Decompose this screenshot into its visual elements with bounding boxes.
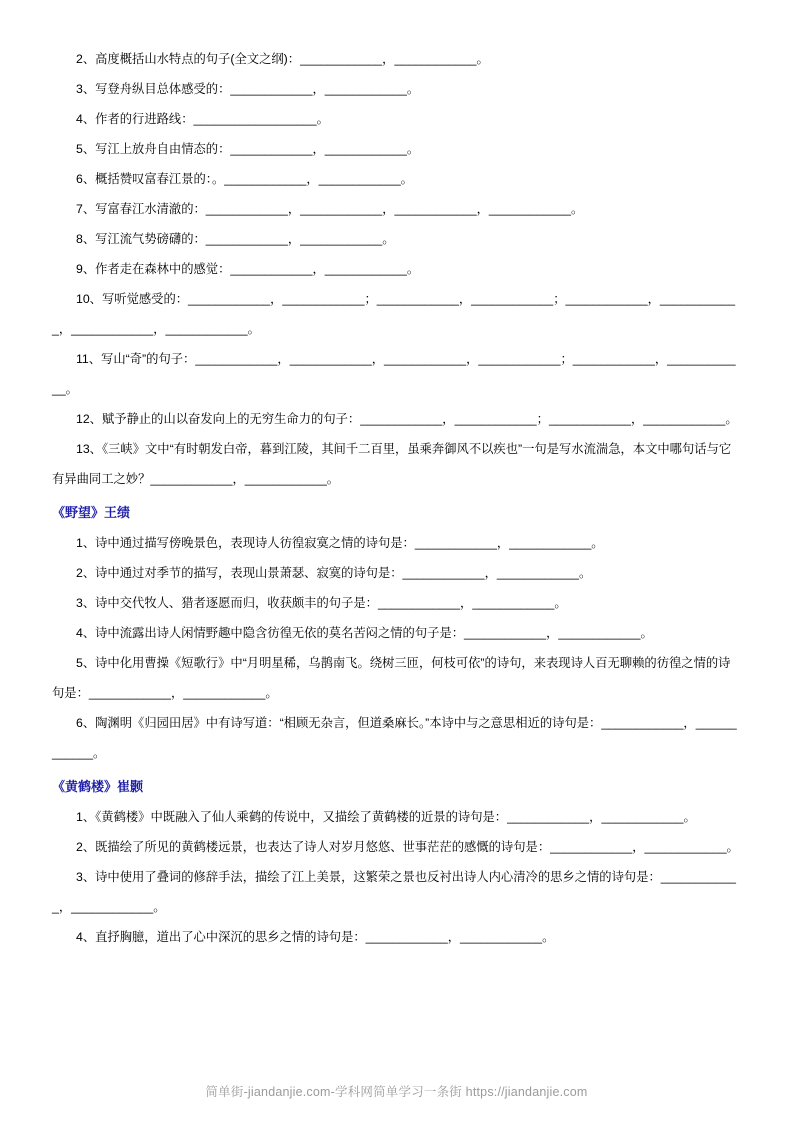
question-item: 3、诗中交代牧人、猎者逐愿而归，收获颇丰的句子是：____________，____________。: [76, 596, 567, 610]
question-item: 5、诗中化用曹操《短歌行》中“月明星稀，乌鹊南飞。绕树三匝，何枝可依”的诗句，来表现诗人百无聊赖的彷徨之情的诗句是：____________，____________。: [52, 656, 731, 700]
section-author: 王绩: [104, 505, 131, 520]
question-item: 12、赋予静止的山以奋发向上的无穷生命力的句子：____________，____________；____________，____________。: [76, 412, 738, 426]
question-item: 5、写江上放舟自由情态的：____________，____________。: [76, 142, 420, 156]
question-item: 6、概括赞叹富春江景的：。____________，____________。: [76, 172, 413, 186]
question-item: 2、高度概括山水特点的句子(全文之纲)：____________，____________。: [76, 52, 489, 66]
question-item: 1、《黄鹤楼》中既融入了仙人乘鹤的传说中，又描绘了黄鹤楼的近景的诗句是：____________，____________。: [76, 810, 696, 824]
question-item: 2、诗中通过对季节的描写，表现山景萧瑟、寂寞的诗句是：____________，____________。: [76, 566, 592, 580]
question-item: 3、写登舟纵目总体感受的：____________，____________。: [76, 82, 420, 96]
question-item: 13、《三峡》文中“有时朝发白帝，暮到江陵，其间千二百里，虽乘奔御风不以疾也”一句是写水流湍急，本文中哪句话与它有异曲同工之妙？____________，____________。: [52, 442, 732, 486]
question-item: 6、陶渊明《归园田居》中有诗写道：“相顾无杂言，但道桑麻长。”本诗中与之意思相近的诗句是：____________，____________。: [52, 716, 737, 760]
question-item: 10、写听觉感受的：____________，____________；____________，____________；____________，____________，____________，____________。: [52, 292, 736, 336]
section-heading-huanghelou: [52, 772, 741, 802]
page-footer: 简单街-jiandanjie.com-学科网简单学习一条街 https://jiandanjie.com: [205, 1085, 588, 1099]
question-item: 7、写富春江水清澈的：____________，____________，____________，____________。: [76, 202, 584, 216]
question-item: 4、直抒胸臆，道出了心中深沉的思乡之情的诗句是：____________，____________。: [76, 930, 555, 944]
question-item: 8、写江流气势磅礴的：____________，____________。: [76, 232, 395, 246]
question-item: 2、既描绘了所见的黄鹤楼远景，也表达了诗人对岁月悠悠、世事茫茫的感慨的诗句是：____________，____________。: [76, 840, 739, 854]
section-title: 《黄鹤楼》: [52, 779, 118, 794]
question-item: 3、诗中使用了叠词的修辞手法，描绘了江上美景，这繁荣之景也反衬出诗人内心清冷的思乡之情的诗句是：____________，____________。: [52, 870, 737, 914]
section-author: 崔颢: [117, 779, 144, 794]
question-item: 1、诗中通过描写傍晚景色，表现诗人彷徨寂寞之情的诗句是：____________，____________。: [76, 536, 604, 550]
section-title: 《野望》: [52, 505, 105, 520]
section-heading-yewang: [52, 498, 741, 528]
question-item: 4、诗中流露出诗人闲情野趣中隐含彷徨无依的莫名苦闷之情的句子是：____________，____________。: [76, 626, 653, 640]
question-item: 9、作者走在森林中的感觉：____________，____________。: [76, 262, 420, 276]
question-item: 11、写山“奇”的句子：____________，____________，____________，____________；____________，____________。: [52, 352, 736, 396]
question-item: 4、作者的行进路线：__________________。: [76, 112, 329, 126]
